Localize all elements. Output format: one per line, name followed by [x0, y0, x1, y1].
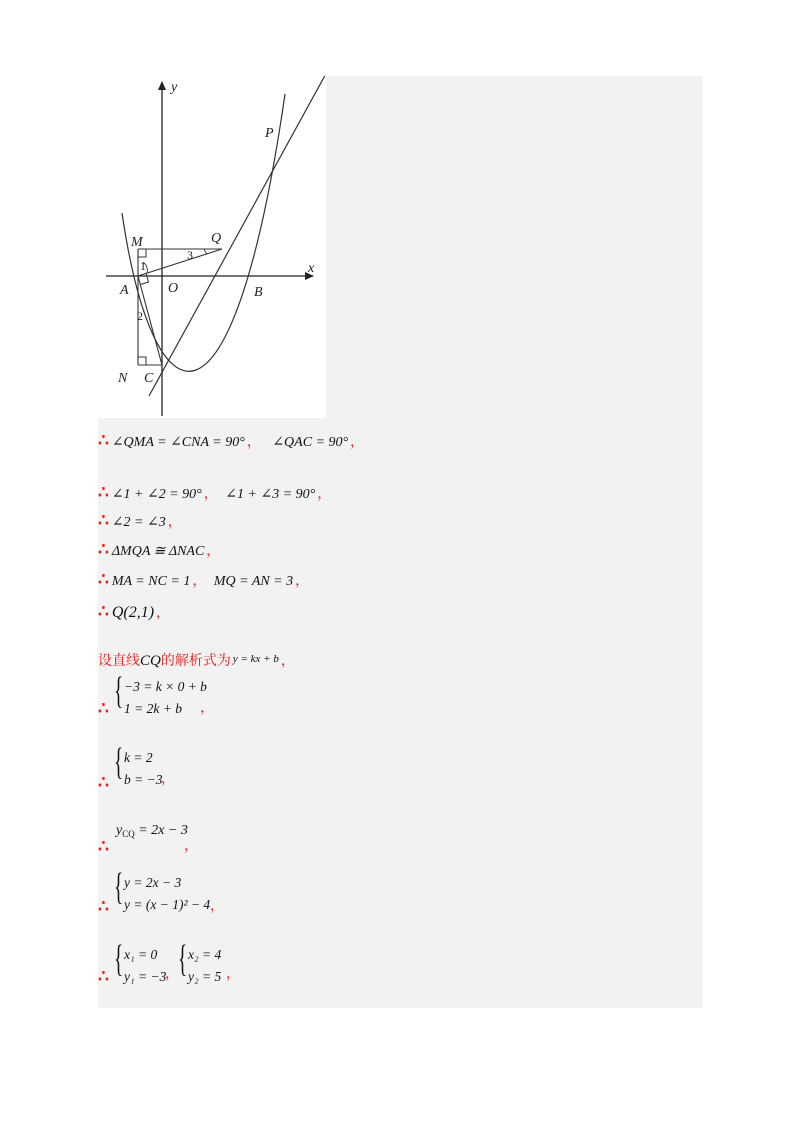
chinese-text: 的解析式为 [160, 654, 231, 669]
comma: ， [295, 574, 310, 589]
comma: ， [226, 967, 240, 982]
equation-row: y₁ = −3 [124, 969, 167, 984]
comma: ， [280, 654, 295, 669]
comma: ， [184, 839, 198, 854]
step-angle-equal [98, 512, 182, 532]
math-expression: Q(2,1) [111, 604, 155, 621]
therefore-symbol: ∴ [98, 773, 109, 792]
therefore-symbol: ∴ [98, 431, 109, 450]
equation-row: b = −3 [124, 772, 163, 787]
comma: ， [200, 701, 214, 716]
comma: ， [210, 899, 224, 914]
comma: ， [161, 772, 175, 787]
math-expression: y = kx + b [232, 653, 279, 665]
parabola-curve [122, 94, 285, 371]
therefore-symbol: ∴ [98, 540, 109, 559]
step-congruent [98, 541, 220, 561]
math-expression: ΔMQA ≅ ΔNAC [111, 544, 205, 559]
comma: ， [246, 435, 261, 450]
therefore-symbol: ∴ [98, 570, 109, 589]
label-p: P [265, 126, 274, 141]
solution-set-separator [163, 966, 179, 984]
line-cq-end [182, 838, 198, 856]
therefore-mark [98, 898, 112, 918]
system-1-end [198, 700, 214, 718]
therefore-symbol: ∴ [98, 699, 109, 718]
label-angle-1: 1 [140, 259, 146, 273]
math-expression: ∠2 = ∠3 [111, 515, 166, 530]
right-angle-n [138, 357, 146, 365]
comma: ， [192, 574, 207, 589]
therefore-symbol: ∴ [98, 837, 109, 856]
step-right-angles [98, 432, 364, 452]
therefore-mark [98, 774, 112, 794]
comma: ， [167, 515, 182, 530]
therefore-symbol: ∴ [98, 967, 109, 986]
comma: ， [350, 435, 365, 450]
math-expression: y [116, 823, 123, 838]
comma: ， [203, 487, 218, 502]
label-m: M [131, 235, 143, 250]
equation-system-3 [114, 866, 211, 916]
equation-row: y = (x − 1)² − 4 [124, 897, 211, 912]
comma: ， [206, 544, 221, 559]
therefore-mark [98, 838, 112, 858]
label-y: y [171, 80, 178, 95]
step-point-q [98, 603, 170, 623]
therefore-mark [98, 700, 112, 720]
step-line-cq [116, 822, 188, 843]
solution-set-1 [114, 938, 167, 988]
label-angle-2: 2 [137, 309, 143, 323]
solution-set-2 [178, 938, 222, 988]
system-3-end [208, 898, 224, 916]
comma: ， [156, 606, 171, 621]
equation-row: y = 2x − 3 [124, 875, 182, 890]
math-expression: = 2x − 3 [134, 823, 188, 838]
step-lengths [98, 571, 309, 591]
math-expression: ∠QAC = 90° [272, 435, 349, 450]
step-assume-line [98, 650, 295, 671]
chinese-text: 设直线 [98, 654, 140, 669]
equation-row: −3 = k × 0 + b [124, 679, 207, 694]
brace: { [114, 938, 124, 980]
brace: { [114, 670, 124, 712]
therefore-symbol: ∴ [98, 897, 109, 916]
label-o: O [168, 281, 179, 296]
math-expression: ∠1 + ∠2 = 90° [111, 487, 202, 502]
line-cq [149, 76, 326, 396]
subscript: CQ [122, 829, 135, 839]
label-n: N [118, 371, 128, 386]
math-expression: MA = NC = 1 [111, 574, 191, 589]
brace: { [178, 938, 188, 980]
label-c: C [144, 371, 154, 386]
therefore-symbol: ∴ [98, 511, 109, 530]
brace: { [114, 741, 124, 783]
parabola-diagram [98, 76, 326, 418]
equation-system-2 [114, 741, 163, 791]
math-expression: ∠1 + ∠3 = 90° [225, 487, 316, 502]
label-x: x [308, 261, 315, 276]
therefore-mark [98, 968, 112, 988]
brace: { [114, 866, 124, 908]
label-b: B [254, 285, 263, 300]
geometry-figure [98, 76, 326, 418]
right-angle-m [138, 249, 146, 257]
math-expression: ∠QMA = ∠CNA = 90° [111, 435, 245, 450]
label-a: A [120, 283, 129, 298]
angle-arc-3 [204, 249, 207, 254]
math-expression: CQ [140, 653, 161, 669]
equation-row: x₂ = 4 [188, 947, 222, 962]
label-angle-3: 3 [187, 248, 193, 262]
math-expression: MQ = AN = 3 [213, 574, 294, 589]
equation-row: k = 2 [124, 750, 153, 765]
equation-row: 1 = 2k + b [124, 701, 182, 716]
comma: ， [165, 967, 179, 982]
step-angle-sums [98, 484, 331, 504]
equation-row: y₂ = 5 [188, 969, 222, 984]
segment-aq [138, 249, 222, 276]
label-q: Q [211, 231, 222, 246]
equation-row: x₁ = 0 [124, 947, 158, 962]
comma: ， [317, 487, 332, 502]
system-2-end [159, 771, 175, 789]
therefore-symbol: ∴ [98, 483, 109, 502]
solution-set-end [224, 966, 240, 984]
equation-system-1 [114, 670, 207, 720]
therefore-symbol: ∴ [98, 602, 109, 621]
